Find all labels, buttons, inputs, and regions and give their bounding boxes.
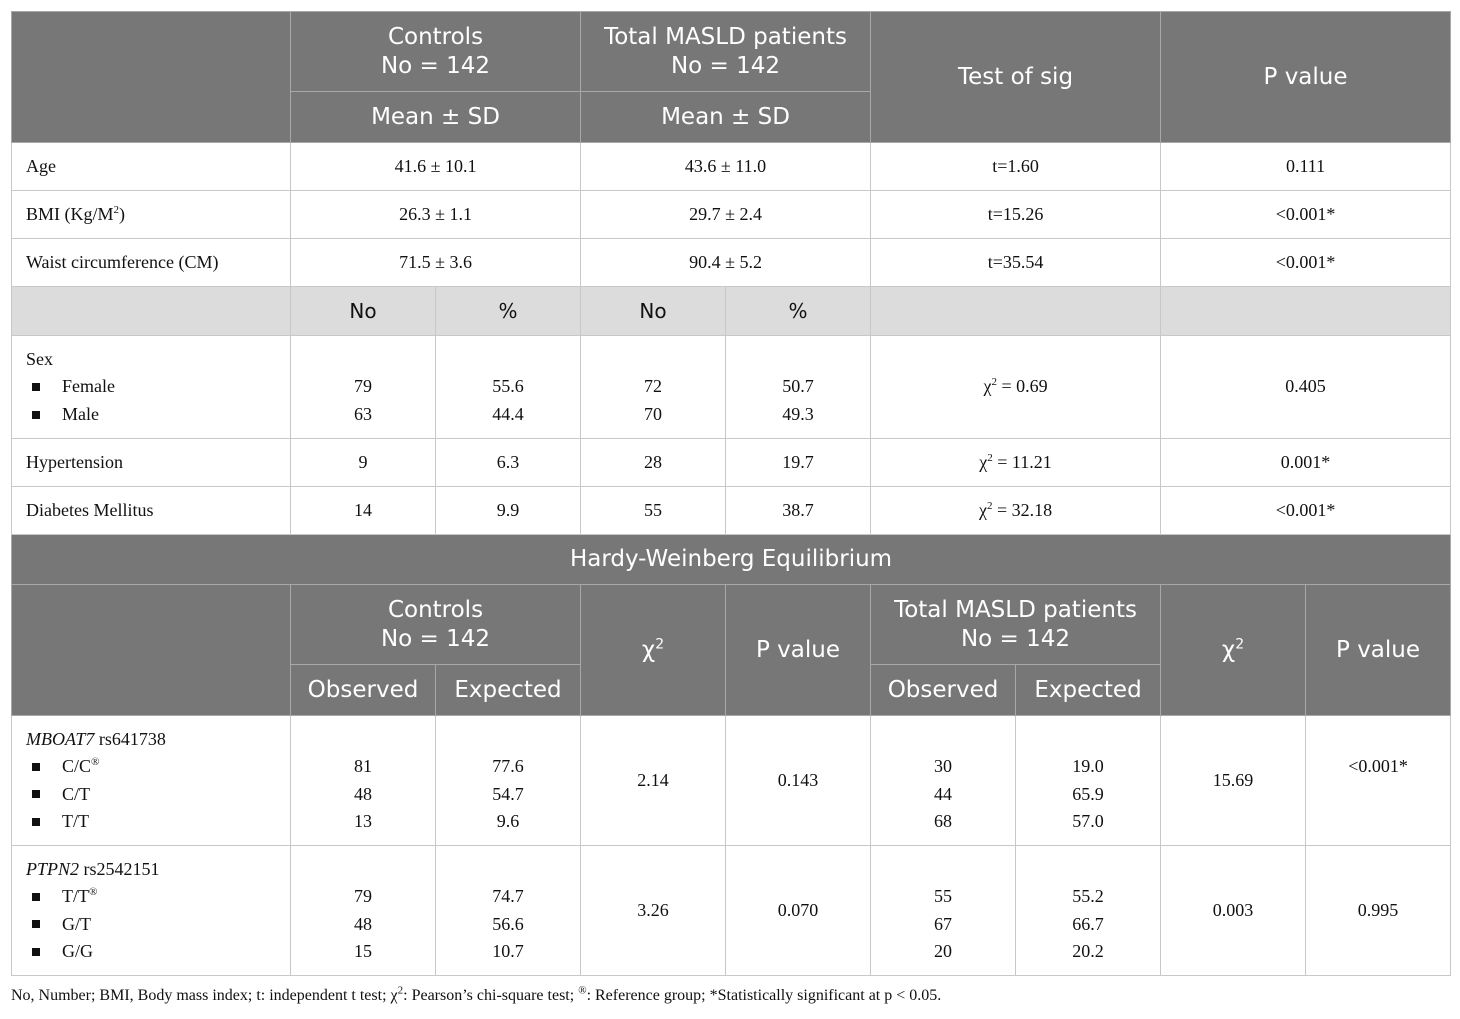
subheader-patients-no: No <box>581 287 726 336</box>
patients-observed: 55 67 20 <box>871 846 1016 976</box>
patients-pct: 19.7 <box>726 439 871 487</box>
hwe-title-row <box>12 535 1451 585</box>
test-value: $\chi^2 = 11.21$ <box>871 439 1161 487</box>
table-row <box>12 239 1451 287</box>
controls-no: 9 <box>291 439 436 487</box>
subheader-controls-no: No <box>291 287 436 336</box>
subheader-controls-pct: % <box>436 287 581 336</box>
header-controls <box>291 12 581 92</box>
table-row <box>12 143 1451 191</box>
controls-p: 0.070 <box>726 846 871 976</box>
hwe-header-patients-p: P value <box>1306 585 1451 716</box>
hwe-header-patients: Total MASLD patients No = 142 <box>871 585 1161 665</box>
table-row <box>12 487 1451 535</box>
header-controls-mean-sd: Mean ± SD <box>291 92 581 143</box>
subheader-blank <box>871 287 1161 336</box>
row-label: Age <box>12 143 291 191</box>
patients-title: Total MASLD patients <box>604 23 847 50</box>
header-patients <box>581 12 871 92</box>
controls-chi: 2.14 <box>581 716 726 846</box>
gene-label: MBOAT7 rs641738 <box>26 728 166 749</box>
hwe-header-controls-chi: $\chi^2$ <box>581 585 726 716</box>
header-row-1 <box>12 12 1451 92</box>
bullet-icon <box>32 763 40 771</box>
patients-no: 55 <box>581 487 726 535</box>
controls-value: 71.5 ± 3.6 <box>291 239 581 287</box>
patients-n: No = 142 <box>670 52 781 79</box>
row-label: Waist circumference (CM) <box>12 239 291 287</box>
header-blank-cell <box>12 12 291 143</box>
hwe-header-patients-chi: $\chi^2$ <box>1161 585 1306 716</box>
subheader-patients-pct: % <box>726 287 871 336</box>
row-label <box>12 716 291 846</box>
controls-pct: 6.3 <box>436 439 581 487</box>
patients-observed: 30 44 68 <box>871 716 1016 846</box>
header-patients-mean-sd: Mean ± SD <box>581 92 871 143</box>
p-value: <0.001* <box>1161 239 1451 287</box>
gene-label: PTPN2 rs2542151 <box>26 858 160 879</box>
hwe-header-controls-p: P value <box>726 585 871 716</box>
controls-observed: 79 48 15 <box>291 846 436 976</box>
patients-value: 29.7 ± 2.4 <box>581 191 871 239</box>
subheader-row <box>12 287 1451 336</box>
controls-pct: 9.9 <box>436 487 581 535</box>
p-value: 0.111 <box>1161 143 1451 191</box>
test-value: $\chi^2 = 0.69$ <box>871 336 1161 439</box>
controls-n: No = 142 <box>380 52 491 79</box>
bullet-icon <box>32 948 40 956</box>
test-value: t=1.60 <box>871 143 1161 191</box>
controls-chi: 3.26 <box>581 846 726 976</box>
patients-pct: 38.7 <box>726 487 871 535</box>
list-item: C/T <box>26 781 290 809</box>
p-value: 0.405 <box>1161 336 1451 439</box>
p-value: 0.001* <box>1161 439 1451 487</box>
bullet-icon <box>32 411 40 419</box>
controls-pct: 55.6 44.4 <box>436 336 581 439</box>
hwe-patients-observed: Observed <box>871 665 1016 716</box>
controls-expected: 77.6 54.7 9.6 <box>436 716 581 846</box>
test-value: t=15.26 <box>871 191 1161 239</box>
controls-title: Controls <box>387 23 484 50</box>
table-row-sex <box>12 336 1451 439</box>
patients-no: 72 70 <box>581 336 726 439</box>
header-p-value: P value <box>1161 12 1451 143</box>
list-item: C/C® <box>26 753 290 781</box>
controls-expected: 74.7 56.6 10.7 <box>436 846 581 976</box>
hwe-header-controls: Controls No = 142 <box>291 585 581 665</box>
controls-p: 0.143 <box>726 716 871 846</box>
controls-value: 26.3 ± 1.1 <box>291 191 581 239</box>
list-item: G/G <box>26 938 290 966</box>
list-item: Male <box>26 401 290 429</box>
table-row <box>12 439 1451 487</box>
bullet-icon <box>32 818 40 826</box>
controls-value: 41.6 ± 10.1 <box>291 143 581 191</box>
sex-label: Sex <box>26 348 53 369</box>
row-label: Diabetes Mellitus <box>12 487 291 535</box>
patients-value: 90.4 ± 5.2 <box>581 239 871 287</box>
test-value: t=35.54 <box>871 239 1161 287</box>
patients-value: 43.6 ± 11.0 <box>581 143 871 191</box>
controls-no: 79 63 <box>291 336 436 439</box>
patients-p: 0.995 <box>1306 846 1451 976</box>
hwe-header-blank <box>12 585 291 716</box>
table-row <box>12 191 1451 239</box>
controls-no: 14 <box>291 487 436 535</box>
hwe-header-row-1 <box>12 585 1451 665</box>
patients-chi: 0.003 <box>1161 846 1306 976</box>
list-item: Female <box>26 373 290 401</box>
subheader-blank <box>12 287 291 336</box>
patients-expected: 55.2 66.7 20.2 <box>1016 846 1161 976</box>
patients-expected: 19.0 65.9 57.0 <box>1016 716 1161 846</box>
row-label <box>12 336 291 439</box>
bullet-icon <box>32 383 40 391</box>
p-value: <0.001* <box>1161 191 1451 239</box>
table-footnote: No, Number; BMI, Body mass index; t: independent t test; $\chi^2$: Pearson’s chi-square test; ®: Reference group; *Statistically significant at p < 0.05. <box>11 984 942 1004</box>
test-value: $\chi^2 = 32.18$ <box>871 487 1161 535</box>
row-label <box>12 846 291 976</box>
patients-pct: 50.7 49.3 <box>726 336 871 439</box>
hwe-controls-observed: Observed <box>291 665 436 716</box>
subheader-blank <box>1161 287 1451 336</box>
gene-row-mboat7 <box>12 716 1451 846</box>
bullet-icon <box>32 790 40 798</box>
list-item: T/T® <box>26 883 290 911</box>
list-item: T/T <box>26 808 290 836</box>
hwe-patients-expected: Expected <box>1016 665 1161 716</box>
patients-p: <0.001* <box>1306 716 1451 846</box>
bullet-icon <box>32 893 40 901</box>
header-test-of-sig: Test of sig <box>871 12 1161 143</box>
data-table <box>11 11 1451 976</box>
patients-chi: 15.69 <box>1161 716 1306 846</box>
hwe-title: Hardy-Weinberg Equilibrium <box>12 535 1451 585</box>
bullet-icon <box>32 920 40 928</box>
patients-no: 28 <box>581 439 726 487</box>
p-value: <0.001* <box>1161 487 1451 535</box>
row-label: Hypertension <box>12 439 291 487</box>
controls-observed: 81 48 13 <box>291 716 436 846</box>
row-label: BMI $(Kg/M^2)$ <box>12 191 291 239</box>
hwe-controls-expected: Expected <box>436 665 581 716</box>
gene-row-ptpn2 <box>12 846 1451 976</box>
list-item: G/T <box>26 911 290 939</box>
